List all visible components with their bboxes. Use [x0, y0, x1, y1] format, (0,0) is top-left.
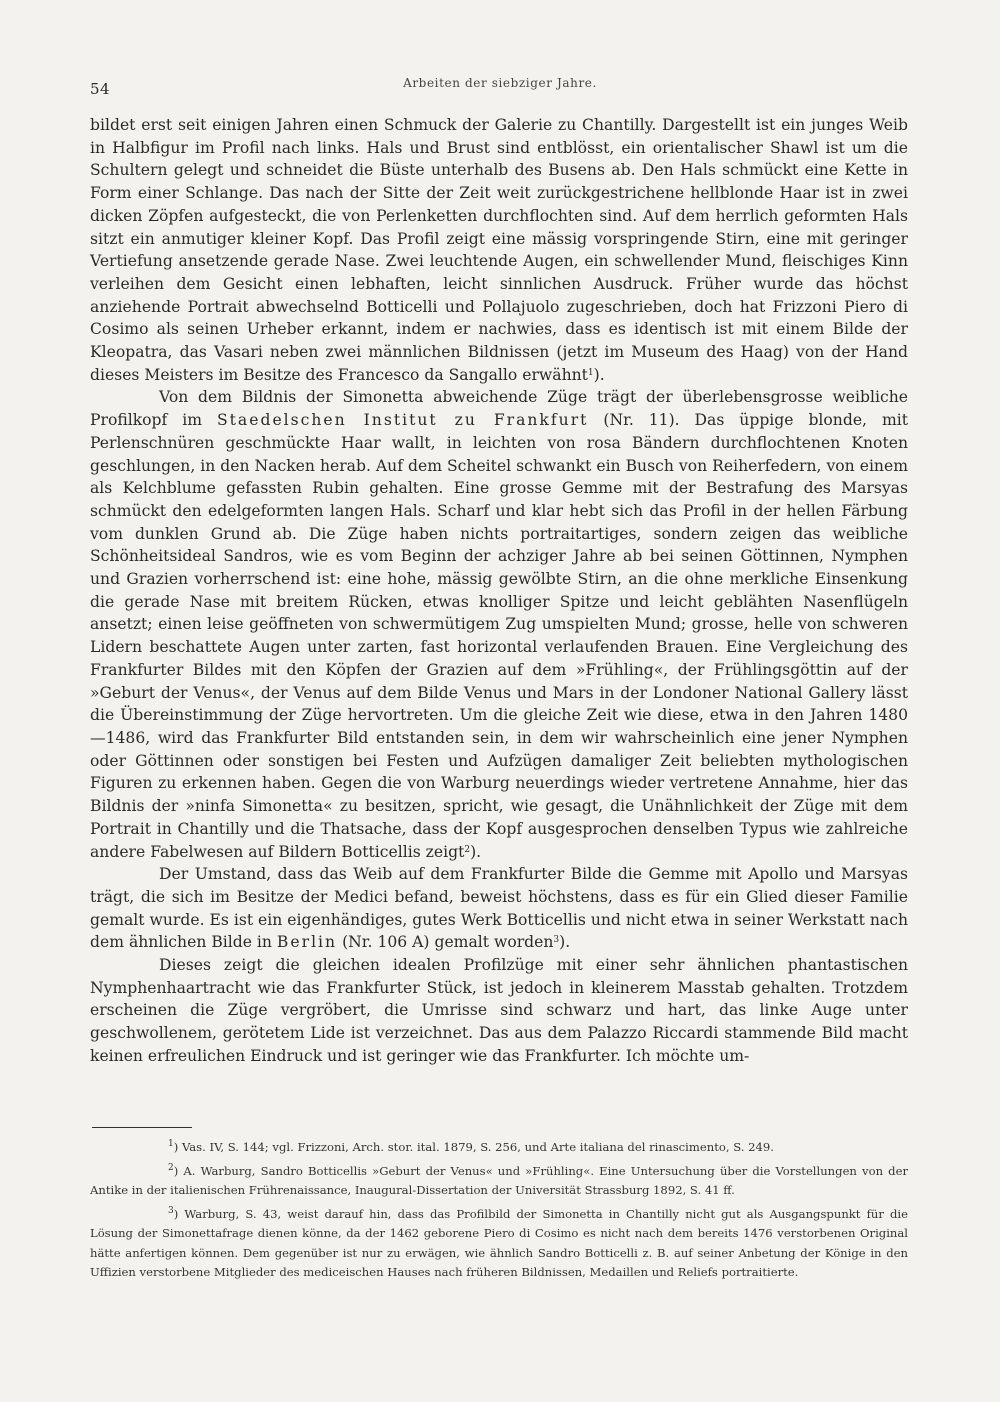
footnote-3	[90, 1205, 908, 1283]
paragraph-1-end: ).	[593, 365, 605, 384]
paragraph-2-rest: (Nr. 11). Das üppige blonde, mit Perlenschnüren geschmückte Haar wallt, in leichten von rosa Bändern durchflochtenen Knoten geschlungen, in den Nacken herab. Auf dem Scheitel schwankt ein Busch von Reiherfedern, von einem als Kelchblume gefassten Rubin gehalten. Eine grosse Gemme mit der Bestrafung des Marsyas schmückt den edelgeformten langen Hals. Scharf und klar hebt sich das Profil in der hellen Färbung vom dunklen Grund ab. Die Züge haben nichts portraitartiges, sondern zeigen das weibliche Schönheitsideal Sandros, wie es vom Beginn der achziger Jahre ab bei seinen Göttinnen, Nymphen und Grazien vorherrschend ist: eine hohe, mässig gewölbte Stirn, an die ohne merkliche Einsenkung die gerade Nase mit breitem Rücken, etwas knolliger Spitze und leicht geblähten Nasenflügeln ansetzt; einen leise geöffneten von schwermütigem Zug umspielten Mund; grosse, helle von schweren Lidern beschattete Augen unter zarten, fast horizontal verlaufenden Brauen. Eine Vergleichung des Frankfurter Bildes mit den Köpfen der Grazien auf dem »Frühling«, der Frühlingsgöttin auf der »Geburt der Venus«, der Venus auf dem Bilde Venus und Mars in der Londoner National Gallery lässt die Übereinstimmung der Züge hervortreten. Um die gleiche Zeit wie diese, etwa in den Jahren 1480—1486, wird das Frankfurter Bild entstanden sein, in dem wir wahrscheinlich eine jener Nymphen oder Göttinnen oder sonstigen bei Festen und Aufzügen damaliger Zeit beliebten mythologischen Figuren zu erkennen haben. Gegen die von Warburg neuerdings wieder vertretene Annahme, hier das Bildnis der »ninfa Simonetta« zu besitzen, spricht, wie gesagt, die Unähnlichkeit der Züge mit dem Portrait in Chantilly und die Thatsache, dass der Kopf ausgesprochen denselben Typus wie zahlreiche andere Fabelwesen auf Bildern Botticellis zeigt	[90, 411, 908, 861]
footnotes	[90, 1138, 908, 1283]
paragraph-3	[90, 863, 908, 954]
paragraph-2-start: Von dem Bildnis der Simonetta abweichende Züge trägt der überlebensgrosse weibliche Profilkopf im	[90, 388, 908, 430]
paragraph-3-start: Der Umstand, dass das Weib auf dem Frankfurter Bilde die Gemme mit Apollo und Marsyas trägt, die sich im Besitze der Medici befand, beweist höchstens, dass es für ein Glied dieser Familie gemalt wurde. Es ist ein eigenhändiges, gutes Werk Botticellis und nicht etwa in seiner Werkstatt nach dem ähnlichen Bilde in	[90, 865, 908, 952]
institution-name: Staedelschen Institut zu Frankfurt	[216, 411, 589, 430]
footnote-3-text: ) Warburg, S. 43, weist darauf hin, dass das Profilbild der Simonetta in Chantilly nicht gut als Ausgangspunkt für die Lösung der Simonettafrage dienen könne, da der 1462 geborene Piero di Cosimo es nicht nach dem bereits 1476 verstorbenen Original hätte anfertigen können. Dem gegenüber ist nur zu erwägen, wie ähnlich Sandro Botticelli z. B. auf seiner Anbetung der Könige in den Uffizien verstorbene Mitglieder des mediceischen Hauses nach früheren Bildnissen, Medaillen und Reliefs portraitierte.	[90, 1206, 908, 1279]
footnote-2-mark: 2	[168, 1162, 174, 1173]
footnote-1	[90, 1138, 908, 1158]
footnote-1-mark: 1	[168, 1139, 174, 1149]
paragraph-4	[90, 954, 908, 1068]
footnote-separator	[92, 1127, 192, 1128]
paragraph-4-text: Dieses zeigt die gleichen idealen Profilzüge mit einer sehr ähnlichen phantastischen Nymphenhaartracht wie das Frankfurter Stück, ist jedoch in kleinerem Masstab gehalten. Trotzdem erscheinen die Züge vergröbert, die Umrisse sind schwarz und hart, das linke Auge unter geschwollenem, gerötetem Lide ist verzeichnet. Das aus dem Palazzo Riccardi stammende Bild macht keinen erfreulichen Eindruck und ist geringer wie das Frankfurter. Ich möchte um-	[90, 956, 908, 1065]
footnote-2	[90, 1162, 908, 1201]
paragraph-1-text: bildet erst seit einigen Jahren einen Schmuck der Galerie zu Chantilly. Dargestellt ist ein junges Weib in Halbfigur im Profil nach links. Hals und Brust sind entblösst, ein orientalischer Shawl ist um die Schultern gelegt und schneidet die Büste unterhalb des Busens ab. Den Hals schmückt eine Kette in Form einer Schlange. Das nach der Sitte der Zeit weit zurückgestrichene hellblonde Haar ist in zwei dicken Zöpfen aufgesteckt, die von Perlenketten durchflochten sind. Auf dem herrlich geformten Hals sitzt ein anmutiger kleiner Kopf. Das Profil zeigt eine mässig vorspringende Stirn, eine mit geringer Vertiefung ansetzende gerade Nase. Zwei leuchtende Augen, ein schwellender Mund, fleischiges Kinn verleihen dem Gesicht einen lebhaften, leicht sinnlichen Ausdruck. Früher wurde das höchst anziehende Portrait abwechselnd Botticelli und Pollajuolo zugeschrieben, doch hat Frizzoni Piero di Cosimo als seinen Urheber erkannt, indem er nachwies, dass es identisch ist mit einem Bilde der Kleopatra, das Vasari neben zwei männlichen Bildnissen (jetzt im Museum des Haag) von der Hand dieses Meisters im Besitze des Francesco da Sangallo erwähnt	[90, 116, 908, 384]
paragraph-1	[90, 114, 908, 386]
running-title: Arbeiten der siebziger Jahre.	[403, 76, 597, 90]
paragraph-2-end: ).	[470, 842, 482, 861]
footnote-ref-3: 3	[553, 935, 560, 946]
running-head	[90, 76, 910, 100]
footnote-ref-2: 2	[464, 844, 471, 855]
footnote-ref-1: 1	[587, 367, 594, 378]
city-name: Berlin	[276, 933, 338, 952]
footnote-1-text: ) Vas. IV, S. 144; vgl. Frizzoni, Arch. stor. ital. 1879, S. 256, und Arte italiana del rinascimento, S. 249.	[173, 1140, 774, 1154]
page-number: 54	[90, 80, 111, 98]
paragraph-3-end: ).	[559, 933, 571, 952]
paragraph-3-rest: (Nr. 106 A) gemalt worden	[342, 933, 554, 952]
footnote-2-text: ) A. Warburg, Sandro Botticellis »Geburt der Venus« und »Frühling«. Eine Untersuchung über die Vorstellungen von der Antike in der italienischen Frührenaissance, Inaugural-Dissertation der Universität Strassburg 1892, S. 41 ff.	[90, 1163, 908, 1197]
footnote-3-mark: 3	[168, 1205, 174, 1216]
body-text	[90, 114, 908, 1068]
paragraph-2	[90, 386, 908, 863]
